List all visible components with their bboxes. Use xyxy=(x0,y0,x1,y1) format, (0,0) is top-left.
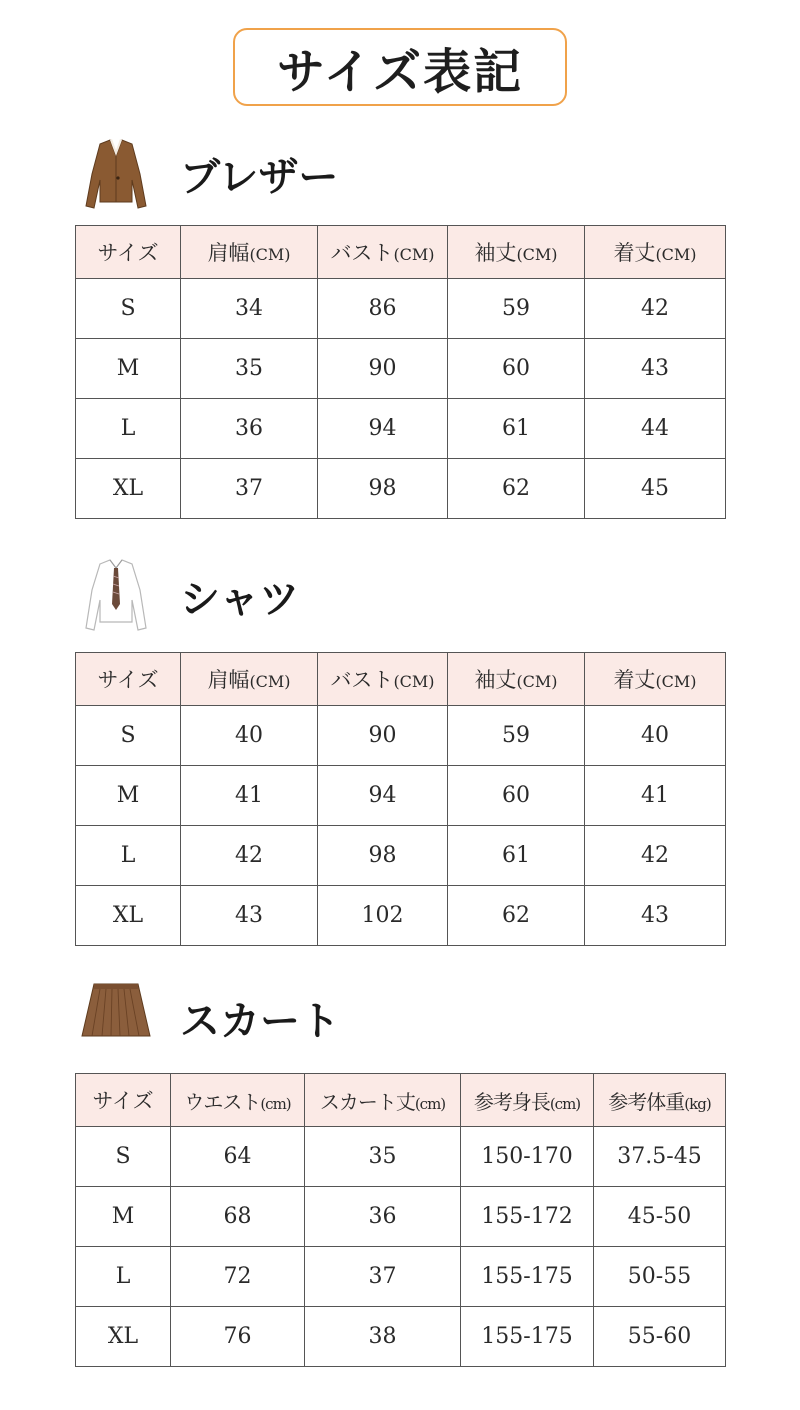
section-heading: シャツ xyxy=(180,576,300,623)
size-table-blazer xyxy=(75,225,726,519)
table-cell: 42 xyxy=(585,279,726,339)
table-cell: 62 xyxy=(448,459,585,519)
table-cell: 38 xyxy=(305,1307,461,1367)
col-header-shoulder: 肩幅(CM) xyxy=(181,653,318,706)
table-cell: 55-60 xyxy=(594,1307,726,1367)
size-cell: M xyxy=(76,766,181,826)
table-row xyxy=(76,706,726,766)
table-cell: 64 xyxy=(171,1127,305,1187)
table-cell: 155-175 xyxy=(461,1307,594,1367)
table-cell: 44 xyxy=(585,399,726,459)
col-header-length: 着丈(CM) xyxy=(585,653,726,706)
size-cell: XL xyxy=(76,1307,171,1367)
col-header-waist: ウエスト(cm) xyxy=(171,1074,305,1127)
section-heading: ブレザー xyxy=(180,154,339,201)
size-cell: XL xyxy=(76,459,181,519)
table-row xyxy=(76,886,726,946)
table-cell: 59 xyxy=(448,279,585,339)
table-header-row xyxy=(76,1074,726,1127)
table-cell: 60 xyxy=(448,766,585,826)
size-cell: S xyxy=(76,279,181,339)
col-header-size: サイズ xyxy=(76,653,181,706)
size-table-shirt xyxy=(75,652,726,946)
table-cell: 150-170 xyxy=(461,1127,594,1187)
col-header-size: サイズ xyxy=(76,1074,171,1127)
table-cell: 155-175 xyxy=(461,1247,594,1307)
table-row xyxy=(76,1307,726,1367)
table-cell: 36 xyxy=(305,1187,461,1247)
table-cell: 76 xyxy=(171,1307,305,1367)
table-cell: 37.5-45 xyxy=(594,1127,726,1187)
table-cell: 155-172 xyxy=(461,1187,594,1247)
table-cell: 60 xyxy=(448,339,585,399)
table-row xyxy=(76,399,726,459)
table-row xyxy=(76,1187,726,1247)
col-header-shoulder: 肩幅(CM) xyxy=(181,226,318,279)
table-cell: 43 xyxy=(585,339,726,399)
size-cell: L xyxy=(76,399,181,459)
table-header-row xyxy=(76,653,726,706)
skirt-icon xyxy=(80,978,152,1058)
size-cell: S xyxy=(76,706,181,766)
table-cell: 98 xyxy=(318,826,448,886)
table-cell: 40 xyxy=(585,706,726,766)
table-cell: 41 xyxy=(181,766,318,826)
table-cell: 35 xyxy=(305,1127,461,1187)
section-header-skirt xyxy=(80,978,480,1058)
table-row xyxy=(76,459,726,519)
size-table-skirt xyxy=(75,1073,726,1367)
table-cell: 41 xyxy=(585,766,726,826)
table-row xyxy=(76,766,726,826)
table-cell: 35 xyxy=(181,339,318,399)
table-row xyxy=(76,279,726,339)
table-cell: 61 xyxy=(448,399,585,459)
table-cell: 36 xyxy=(181,399,318,459)
table-row xyxy=(76,1127,726,1187)
section-header-blazer xyxy=(80,134,480,214)
col-header-sleeve: 袖丈(CM) xyxy=(448,653,585,706)
table-cell: 61 xyxy=(448,826,585,886)
table-cell: 59 xyxy=(448,706,585,766)
table-cell: 43 xyxy=(181,886,318,946)
table-cell: 45-50 xyxy=(594,1187,726,1247)
table-cell: 98 xyxy=(318,459,448,519)
shirt-icon xyxy=(80,556,152,636)
col-header-size: サイズ xyxy=(76,226,181,279)
col-header-skirt-length: スカート丈(cm) xyxy=(305,1074,461,1127)
table-cell: 37 xyxy=(181,459,318,519)
table-cell: 42 xyxy=(585,826,726,886)
table-cell: 68 xyxy=(171,1187,305,1247)
table-cell: 50-55 xyxy=(594,1247,726,1307)
col-header-sleeve: 袖丈(CM) xyxy=(448,226,585,279)
table-cell: 94 xyxy=(318,766,448,826)
blazer-icon xyxy=(80,134,152,214)
size-cell: M xyxy=(76,1187,171,1247)
table-cell: 102 xyxy=(318,886,448,946)
col-header-length: 着丈(CM) xyxy=(585,226,726,279)
table-row xyxy=(76,826,726,886)
size-cell: L xyxy=(76,1247,171,1307)
section-heading: スカート xyxy=(180,998,340,1045)
section-header-shirt xyxy=(80,556,480,636)
table-cell: 34 xyxy=(181,279,318,339)
table-row xyxy=(76,1247,726,1307)
table-cell: 86 xyxy=(318,279,448,339)
size-cell: L xyxy=(76,826,181,886)
table-cell: 43 xyxy=(585,886,726,946)
page-title: サイズ表記 xyxy=(233,28,567,106)
table-row xyxy=(76,339,726,399)
table-cell: 37 xyxy=(305,1247,461,1307)
table-cell: 42 xyxy=(181,826,318,886)
table-header-row xyxy=(76,226,726,279)
size-cell: XL xyxy=(76,886,181,946)
col-header-ref-height: 参考身長(cm) xyxy=(461,1074,594,1127)
col-header-bust: バスト(CM) xyxy=(318,653,448,706)
table-cell: 94 xyxy=(318,399,448,459)
col-header-ref-weight: 参考体重(kg) xyxy=(594,1074,726,1127)
table-cell: 62 xyxy=(448,886,585,946)
col-header-bust: バスト(CM) xyxy=(318,226,448,279)
size-cell: M xyxy=(76,339,181,399)
table-cell: 72 xyxy=(171,1247,305,1307)
table-cell: 45 xyxy=(585,459,726,519)
table-cell: 40 xyxy=(181,706,318,766)
size-cell: S xyxy=(76,1127,171,1187)
table-cell: 90 xyxy=(318,706,448,766)
table-cell: 90 xyxy=(318,339,448,399)
